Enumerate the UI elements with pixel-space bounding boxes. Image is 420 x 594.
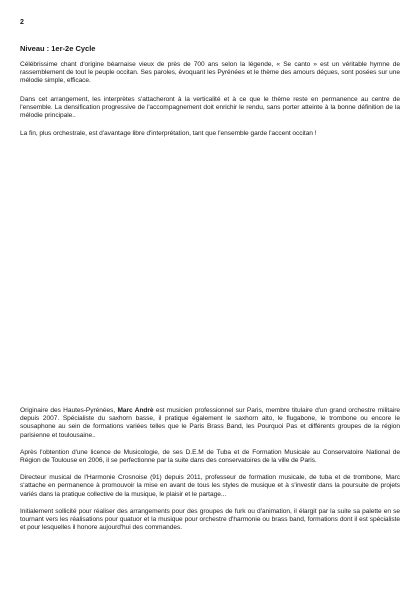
- intro-paragraph-3: La fin, plus orchestrale, est d'avantage libre d'interprétation, tant que l'ensemble garde l'accent occitan !: [20, 130, 317, 138]
- intro-paragraph-1: Célébrissime chant d'origine béarnaise vieux de près de 700 ans selon la légende, « Se canto » est un véritable hymne de rassemblement de tout le peuple occitan. Ses paroles, évoquant les Pyrénées et le thème des amours déçues, sont posées sur une mélodie simple, efficace.: [20, 61, 400, 85]
- level-heading: Niveau : 1er-2e Cycle: [20, 44, 96, 53]
- page-number: 2: [20, 19, 24, 26]
- bio-paragraph-1: [20, 407, 400, 440]
- bio-paragraph-1-rest: est musicien professionnel sur Paris, membre titulaire d'un grand orchestre militaire depuis 2007. Spécialiste du saxhorn basse, il pratique également le saxhorn alto, le flugabone, le trombone ou encore le sousaphone au sein de formations variées telles que le Paris Brass Band, les Pourquoi Pas et différents groupes de la région parisienne et toulousaine..: [20, 407, 400, 439]
- author-name: Marc Andrè: [117, 407, 154, 414]
- intro-section: [20, 44, 400, 148]
- bio-paragraph-3: Directeur musical de l'Harmonie Crosnoise (91) depuis 2011, professeur de formation musicale, de tuba et de trombone, Marc s'attache en permanence à promouvoir la mise en avant de tous les styles de musique et à s'investir dans la poursuite de projets variés dans la pratique collective de la musique, le plaisir et le partage...: [20, 474, 400, 498]
- biography-section: [20, 407, 400, 541]
- intro-paragraph-2: Dans cet arrangement, les interprètes s'attacheront à la verticalité et à ce que le thème reste en permanence au centre de l'ensemble. La densification progressive de l'accompagnement doit enrichir le rendu, sans porter atteinte à la bonne définition de la mélodie principale..: [20, 95, 400, 120]
- bio-paragraph-1-start: Originaire des Hautes-Pyrénées,: [20, 407, 118, 414]
- bio-paragraph-2: Après l'obtention d'une licence de Musicologie, de ses D.E.M de Tuba et de Formation Musicale au Conservatoire National de Région de Toulouse en 2006, il se perfectionne par la suite dans des conservatoires de la ville de Paris.: [20, 448, 400, 465]
- bio-paragraph-4: Initialement sollicité pour réaliser des arrangements pour des groupes de furk ou d'animation, il élargit par la suite sa palette en se tournant vers les réalisations pour quatuor et la musique pour orchestre d'harmonie ou brass band, formations dont il est spécialiste et pour lesquelles il honore aujourd'hui des commandes.: [20, 507, 400, 532]
